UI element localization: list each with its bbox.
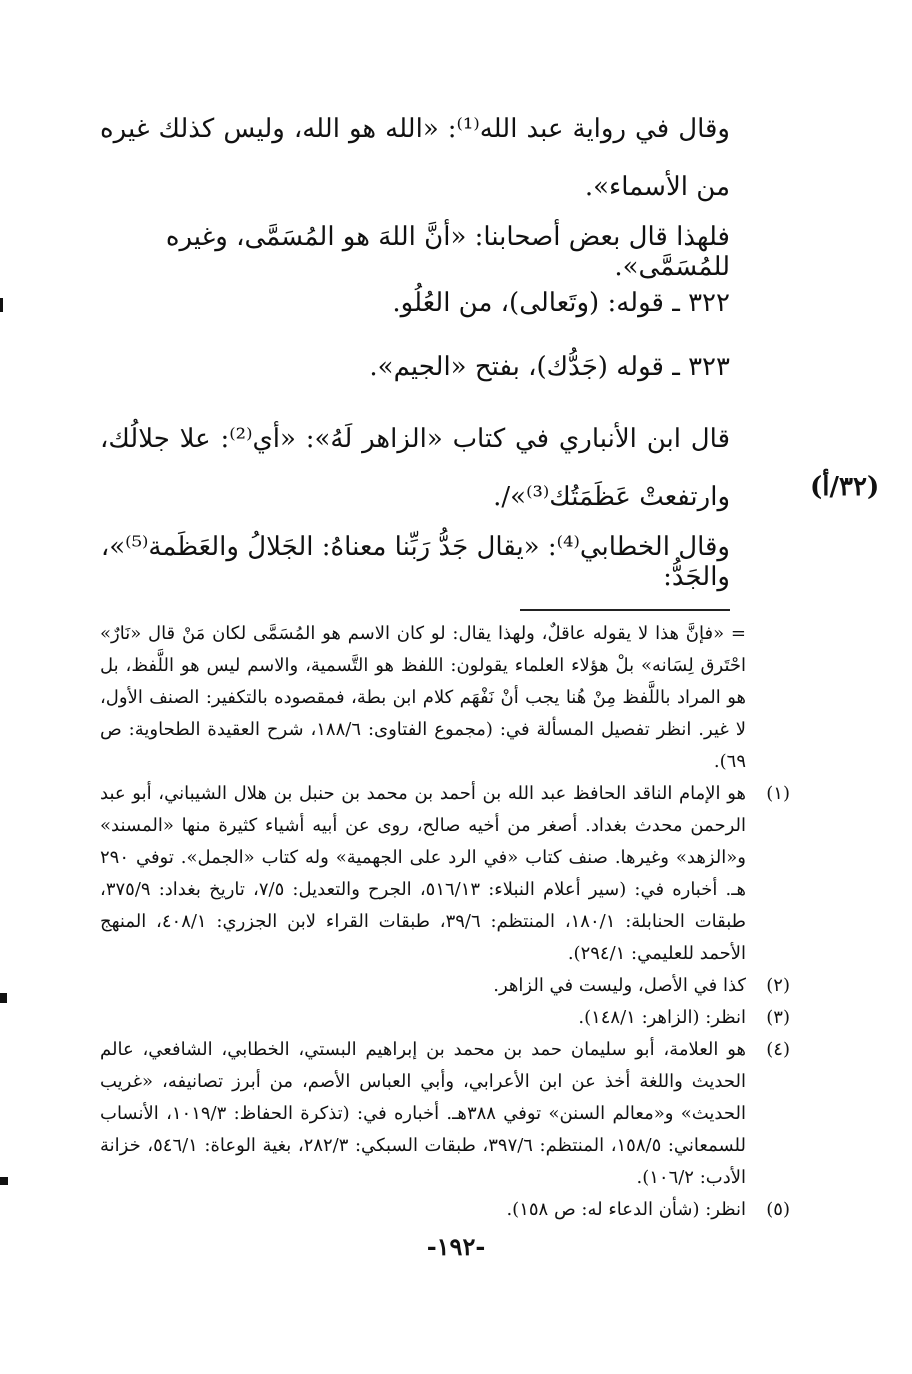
footnote-text: انظر: (شأن الدعاء له: ص ١٥٨). (506, 1199, 746, 1220)
footnote-4 (100, 1034, 790, 1194)
footnote-number: (٢) (766, 975, 790, 996)
footnote-text: هو العلامة، أبو سليمان حمد بن محمد بن إبراهيم البستي، الخطابي، الشافعي، عالم الحديث واللغة أخذ عن ابن الأعرابي، وأبي العباس الأصم، من أبرز تصانيفه، «غريب الحديث» و«معالم السنن» توفي ٣٨٨هـ. أخباره في: (تذكرة الحفاظ: ١٠١٩/٣، الأنساب للسمعاني: ١٥٨/٥، المنتظم: ٣٩٧/٦، طبقات السبكي: ٢٨٢/٣، بغية الوعاة: ٥٤٦/١، خزانة الأدب: ١٠٦/٢). (100, 1039, 746, 1188)
footnote-2 (100, 970, 790, 1002)
paragraph-4: ٣٢٣ ـ قوله (جَدُّك)، بفتح «الجيم». (369, 352, 730, 382)
footnote-number: (١) (766, 783, 790, 804)
footnote-5 (100, 1194, 790, 1226)
footnote-3 (100, 1002, 790, 1034)
footnote-text: كذا في الأصل، وليست في الزاهر. (493, 975, 746, 996)
scan-mark (0, 298, 3, 312)
footnotes (100, 618, 790, 1226)
footnote-text: هو الإمام الناقد الحافظ عبد الله بن أحمد بن محمد بن حنبل بن هلال الشيباني، أبو عبد الرحمن محدث بغداد. أصغر من أخيه صالح، روى عن أبيه أشياء كثيرة منها «المسند» و«الزهد» وغيرها. صنف كتاب «في الرد على الجهمية» وله كتاب «الجمل». توفي ٢٩٠ هـ. أخباره في: (سير أعلام النبلاء: ٥١٦/١٣، الجرح والتعديل: ٧/٥، تاريخ بغداد: ٣٧٥/٩، طبقات الحنابلة: ١٨٠/١، المنتظم: ٣٩/٦، طبقات القراء لابن الجزري: ٤٠٨/١، المنهج الأحمد للعليمي: ٢٩٤/١). (100, 783, 747, 964)
scan-mark (0, 993, 7, 1003)
paragraph-3: ٣٢٢ ـ قوله: (وتَعالى)، من العُلُو. (392, 288, 730, 318)
paragraph-6: وقال الخطابي⁽⁴⁾: «يقال جَدُّ رَبِّنا معناهُ: الجَلالُ والعَظَمة⁽⁵⁾»، والجَدُّ: (100, 532, 730, 592)
scan-mark (0, 1177, 8, 1185)
margin-reference: (٣٢/أ) (810, 472, 880, 502)
footnote-text: انظر: (الزاهر: ١٤٨/١). (578, 1007, 746, 1028)
paragraph-1: وقال في رواية عبد الله⁽¹⁾: «الله هو الله، وليس كذلك غيره من الأسماء». (100, 114, 730, 202)
footnote-number: (٣) (766, 1007, 790, 1028)
page-number: -١٩٢- (426, 1232, 486, 1261)
footnote-continuation: = «فإنَّ هذا لا يقوله عاقلٌ، ولهذا يقال: لو كان الاسم هو المُسَمَّى لكان مَنْ قال «نَارٌ» احْتَرق لِسَانه» بلْ هؤلاء العلماء يقولون: اللفظ هو التَّسمية، والاسم ليس هو اللَّفظ، بل هو المراد باللَّفظ مِنْ هُنا يجب أنْ نَفْهَم كلام ابن بطة، فمقصوده بالتكفير: الصنف الأول، لا غير. انظر تفصيل المسألة في: (مجموع الفتاوى: ١٨٨/٦، شرح العقيدة الطحاوية: ص ٦٩). (100, 623, 746, 772)
footnote-number: (٤) (766, 1039, 790, 1060)
footnote-divider (520, 609, 730, 611)
footnote-1 (100, 778, 790, 970)
paragraph-5: قال ابن الأنباري في كتاب «الزاهر لَهُ»: «أي⁽²⁾: علا جلالُك، وارتفعتْ عَظَمَتُك⁽³⁾»/. (100, 424, 731, 512)
paragraph-2: فلهذا قال بعض أصحابنا: «أنَّ اللهَ هو المُسَمَّى، وغيره للمُسَمَّى». (165, 222, 730, 282)
footnote-number: (٥) (766, 1199, 790, 1220)
